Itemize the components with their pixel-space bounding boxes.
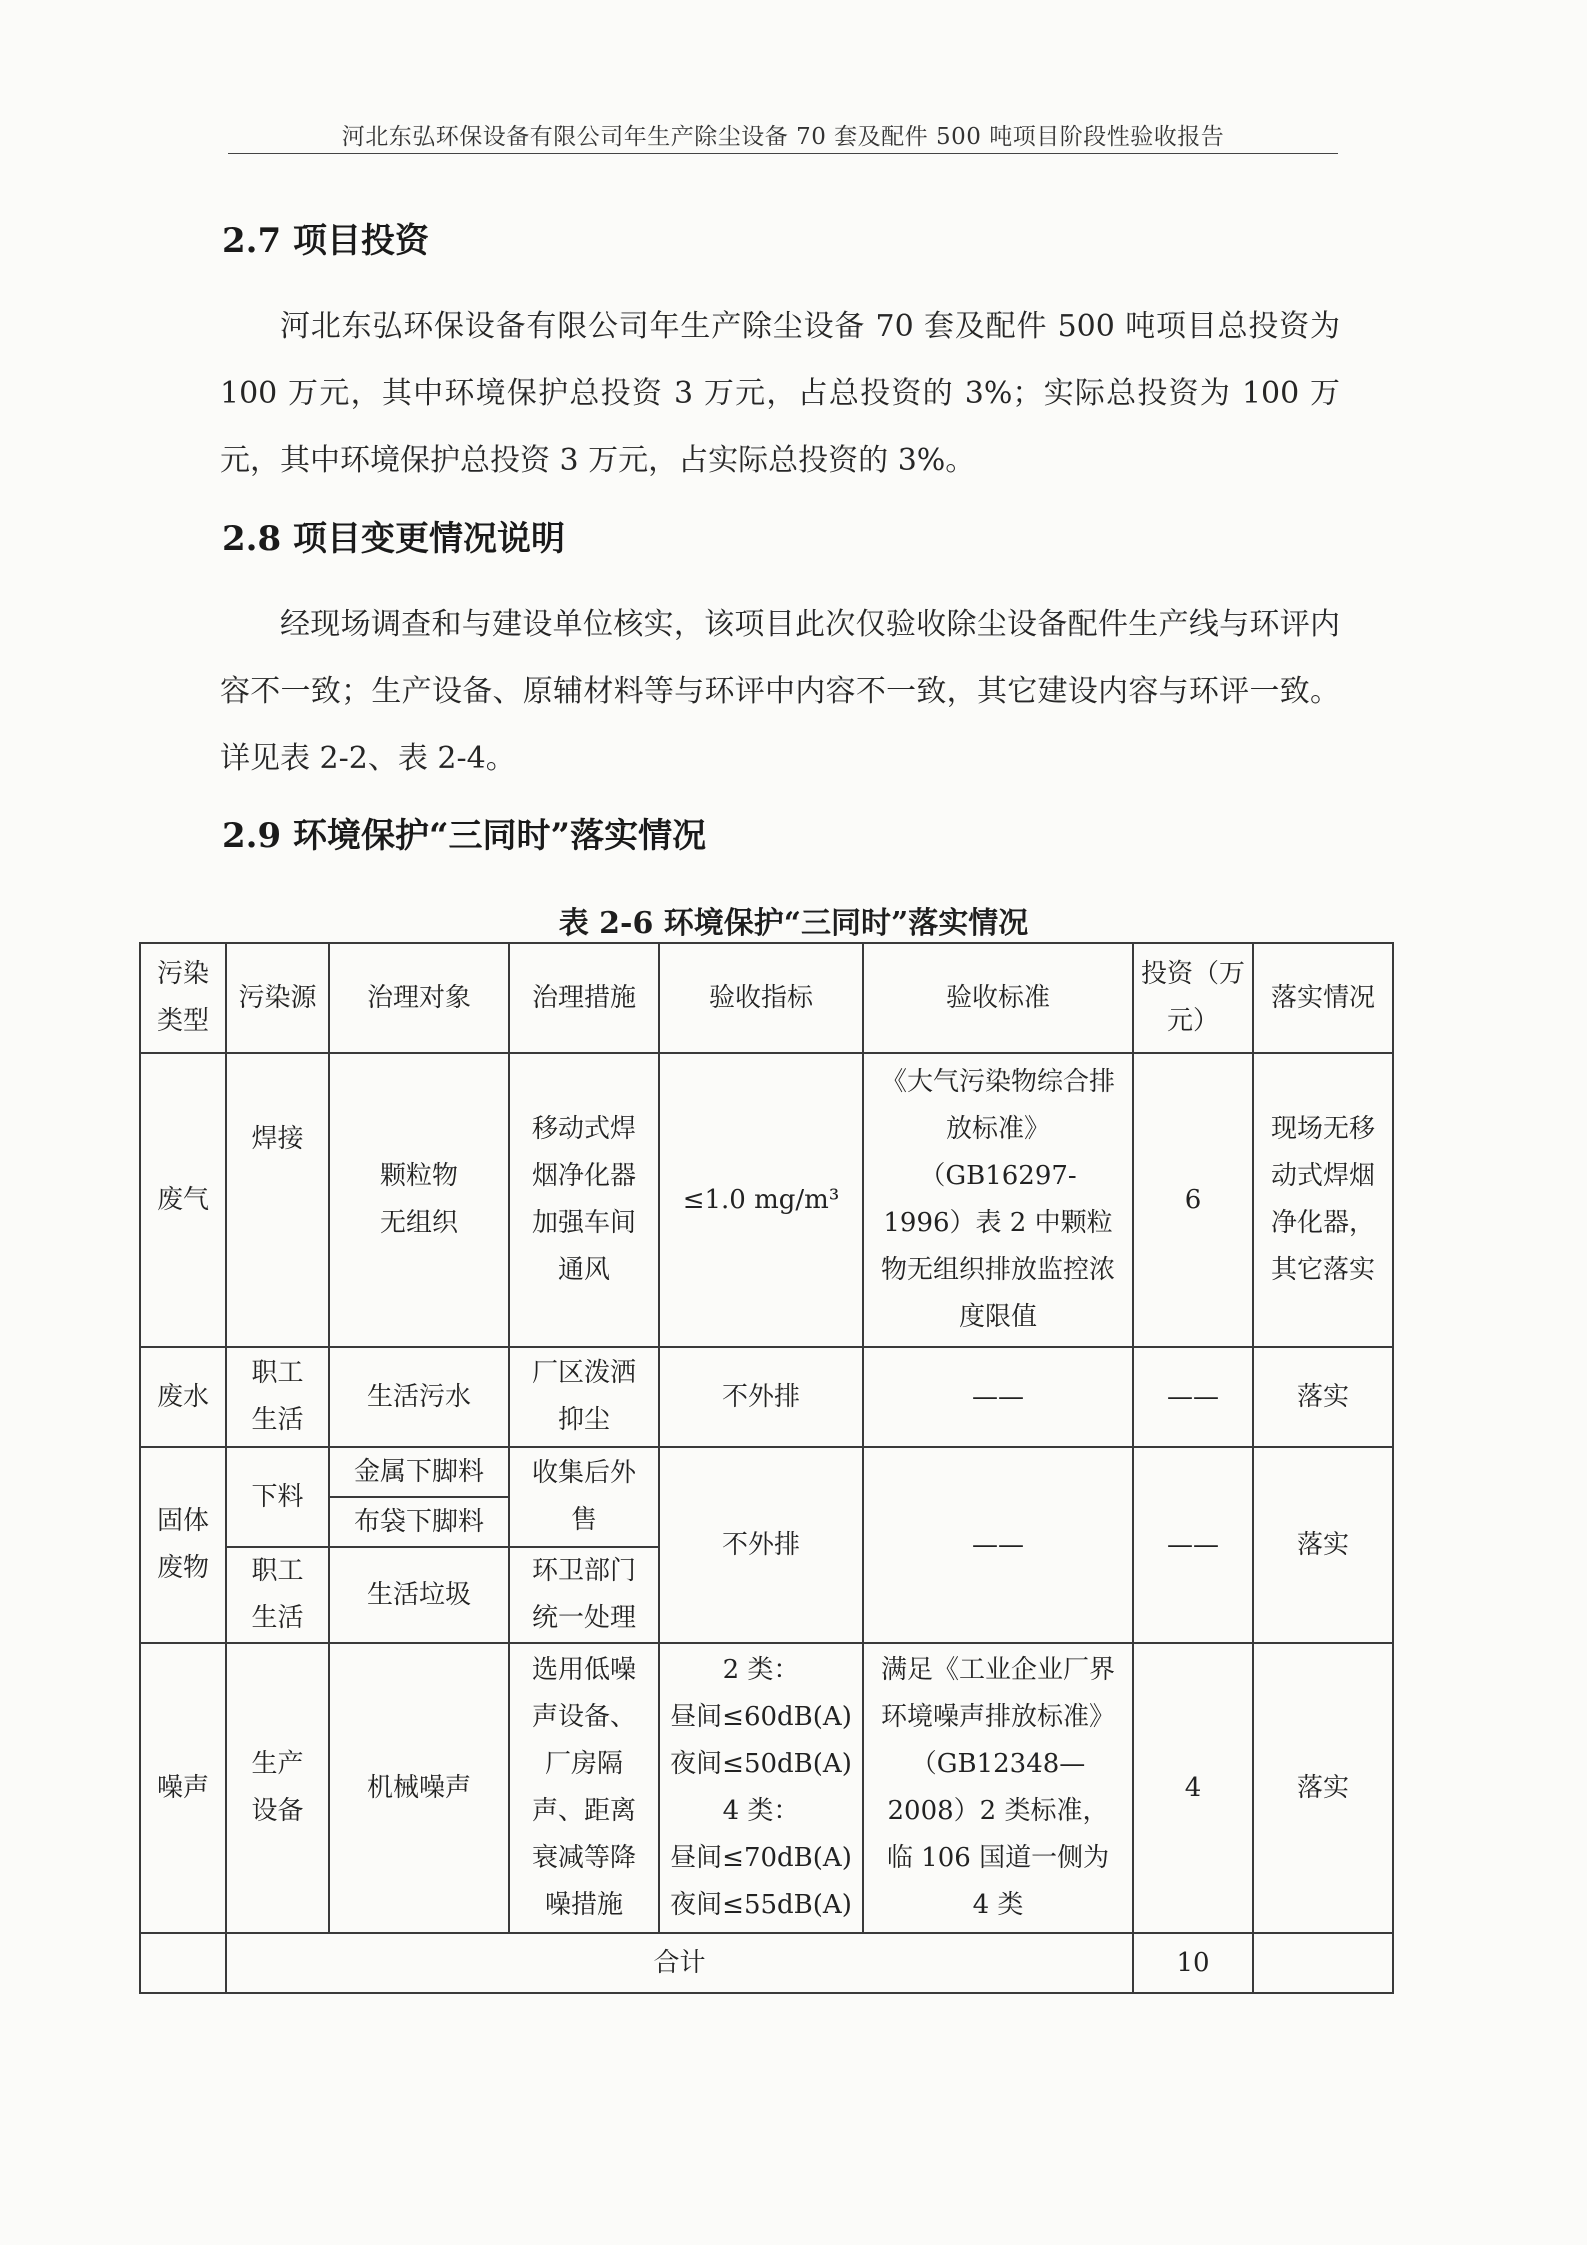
cell-object: 生活垃圾 (329, 1547, 509, 1643)
header-acceptance-indicator: 验收指标 (659, 943, 863, 1053)
cell-object: 布袋下脚料 (329, 1497, 509, 1547)
cell-status: 落实 (1253, 1347, 1393, 1447)
table-row-noise (140, 1643, 1393, 1933)
three-simultaneous-table (139, 942, 1394, 1994)
cell-standard: —— (863, 1347, 1133, 1447)
cell-standard: 《大气污染物综合排放标准》（GB16297-1996）表 2 中颗粒物无组织排放监控浓度限值 (863, 1053, 1133, 1347)
header-rule (228, 153, 1338, 154)
cell-empty (1253, 1933, 1393, 1993)
cell-object: 金属下脚料 (329, 1447, 509, 1497)
header-pollution-source: 污染源 (226, 943, 329, 1053)
header-implementation-status: 落实情况 (1253, 943, 1393, 1053)
cell-investment: —— (1133, 1347, 1253, 1447)
cell-status: 落实 (1253, 1643, 1393, 1933)
cell-measure: 选用低噪声设备、厂房隔声、距离衰减等降噪措施 (509, 1643, 659, 1933)
header-treatment-object: 治理对象 (329, 943, 509, 1053)
cell-type: 噪声 (140, 1643, 226, 1933)
section-title-2-7: 2.7 项目投资 (222, 221, 429, 261)
header-pollution-type: 污染类型 (140, 943, 226, 1053)
table-row-solid-waste-1 (140, 1447, 1393, 1497)
cell-source: 焊接 (226, 1053, 329, 1347)
cell-investment: 4 (1133, 1643, 1253, 1933)
header-treatment-measure: 治理措施 (509, 943, 659, 1053)
cell-status: 现场无移动式焊烟净化器，其它落实 (1253, 1053, 1393, 1347)
cell-standard: 满足《工业企业厂界环境噪声排放标准》（GB12348—2008）2 类标准，临 106 国道一侧为 4 类 (863, 1643, 1133, 1933)
cell-type: 固体废物 (140, 1447, 226, 1643)
cell-measure: 厂区泼洒抑尘 (509, 1347, 659, 1447)
cell-indicator: ≤1.0 mg/m³ (659, 1053, 863, 1347)
table-caption: 表 2-6 环境保护“三同时”落实情况 (558, 906, 1029, 941)
running-header: 河北东弘环保设备有限公司年生产除尘设备 70 套及配件 500 吨项目阶段性验收报告 (341, 124, 1225, 150)
cell-object: 机械噪声 (329, 1643, 509, 1933)
cell-indicator: 不外排 (659, 1447, 863, 1643)
cell-status: 落实 (1253, 1447, 1393, 1643)
cell-measure: 移动式焊烟净化器加强车间通风 (509, 1053, 659, 1347)
cell-total-investment: 10 (1133, 1933, 1253, 1993)
header-acceptance-standard: 验收标准 (863, 943, 1133, 1053)
cell-object: 颗粒物无组织 (329, 1053, 509, 1347)
cell-type: 废气 (140, 1053, 226, 1347)
cell-source: 职工生活 (226, 1347, 329, 1447)
header-investment: 投资（万元） (1133, 943, 1253, 1053)
table-header-row (140, 943, 1393, 1053)
table-row-waste-water (140, 1347, 1393, 1447)
table-row-total (140, 1933, 1393, 1993)
cell-measure: 收集后外售 (509, 1447, 659, 1547)
paragraph-changes: 经现场调查和与建设单位核实，该项目此次仅验收除尘设备配件生产线与环评内容不一致；生产设备、原辅材料等与环评中内容不一致，其它建设内容与环评一致。详见表 2-2、表 2-4。 (220, 607, 1340, 776)
section-title-2-9: 2.9 环境保护“三同时”落实情况 (222, 816, 707, 856)
cell-indicator: 2 类： 昼间≤60dB(A) 夜间≤50dB(A) 4 类： 昼间≤70dB(A) 夜间≤55dB(A) (659, 1643, 863, 1933)
section-title-2-8: 2.8 项目变更情况说明 (222, 519, 565, 559)
table-row-waste-gas (140, 1053, 1393, 1347)
cell-object: 生活污水 (329, 1347, 509, 1447)
cell-indicator: 不外排 (659, 1347, 863, 1447)
cell-source: 生产设备 (226, 1643, 329, 1933)
paragraph-investment: 河北东弘环保设备有限公司年生产除尘设备 70 套及配件 500 吨项目总投资为 100 万元，其中环境保护总投资 3 万元，占总投资的 3%；实际总投资为 100 万元，其中环境保护总投资 3 万元，占实际总投资的 3%。 (220, 309, 1340, 478)
cell-type: 废水 (140, 1347, 226, 1447)
cell-measure: 环卫部门统一处理 (509, 1547, 659, 1643)
cell-investment: 6 (1133, 1053, 1253, 1347)
cell-total-label: 合计 (226, 1933, 1133, 1993)
cell-source: 下料 (226, 1447, 329, 1547)
cell-standard: —— (863, 1447, 1133, 1643)
cell-empty (140, 1933, 226, 1993)
cell-investment: —— (1133, 1447, 1253, 1643)
cell-source: 职工生活 (226, 1547, 329, 1643)
